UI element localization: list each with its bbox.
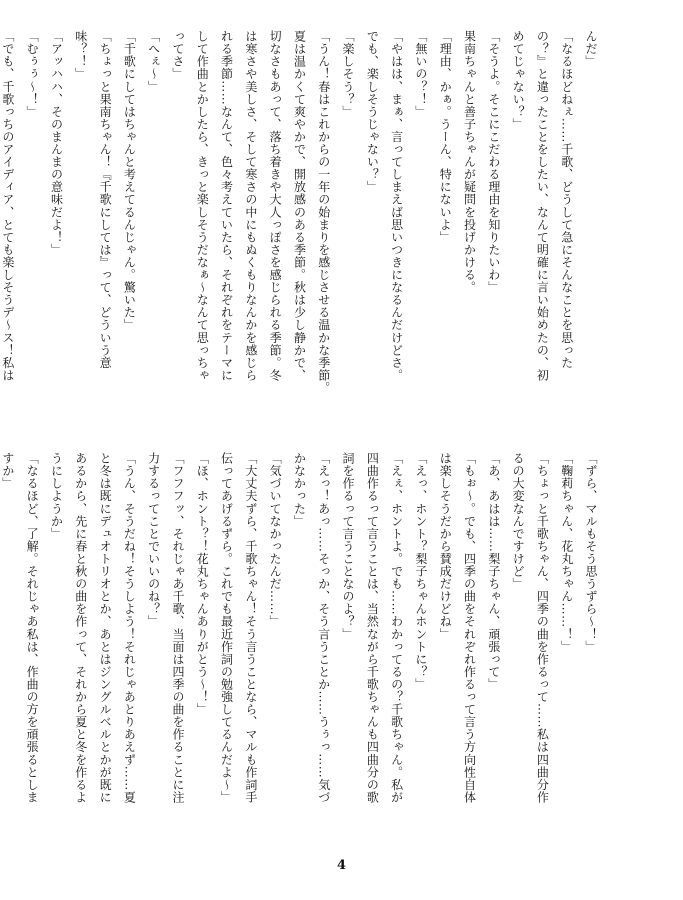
text-line: 果南ちゃんと善子ちゃんが疑問を投げかける。	[462, 30, 477, 294]
text-line: かなかった」	[292, 452, 307, 528]
text-line: 「うん！春はこれからの一年の始まりを感じさせる温かな季節。	[316, 30, 331, 394]
text-line: と冬は既にデュオトリオとか、あとはジングルベルとかが既に	[98, 452, 113, 804]
text-line: 「大丈夫ずら、千歌ちゃん！そう言うことなら、マルも作詞手	[243, 452, 258, 804]
text-block-bottom	[0, 452, 603, 846]
text-line: 「楽しそう？」	[341, 30, 356, 118]
text-line: 「あ、あはは……梨子ちゃん、頑張って」	[486, 452, 501, 691]
text-line: でも、楽しそうじゃない？」	[365, 30, 380, 194]
text-line: 「ずら、マルもそう思うずら〜！」	[584, 452, 598, 653]
text-line: 「千歌にしてはちゃんと考えてるんじゃん。驚いた」	[122, 30, 137, 332]
text-line: の？』と違ったことをしたい、なんて明確に言い始めたの、初	[535, 30, 550, 382]
text-line: 「なるほどねぇ……千歌、どうして急にそんなことを思った	[559, 30, 574, 369]
text-line: 切なさもあって、落ち着きや大人っぽさを感じられる季節。冬	[268, 30, 283, 382]
text-line: あるから、先に春と秋の曲を作って、それから夏と冬を作るよ	[73, 452, 88, 804]
text-line: 「えぇ、ホントよ。でも……わかってるの？千歌ちゃん。私が	[389, 452, 404, 804]
text-line: 「ちょっと果南ちゃん！『千歌にしては』って、どういう意	[98, 30, 113, 369]
text-line: 「やはは、まぁ、言ってしまえば思いつきになるんだけどさ。	[389, 30, 404, 382]
text-line: 「えっ！あっ……そっか、そう言うことか……うぅっ……気づ	[316, 452, 331, 804]
text-line: るの大変なんですけど」	[511, 452, 526, 591]
text-line: 「そうよ。そこにこだわる理由を知りたいわ」	[486, 30, 501, 294]
text-line: して作曲とかしたら、きっと楽しそうだなぁ〜なんて思っちゃ	[195, 30, 210, 382]
text-block-top	[0, 30, 603, 424]
text-line: 力するってことでいいのね？」	[146, 452, 161, 628]
text-line: 味？！」	[73, 30, 88, 81]
text-line: れる季節……なんて、色々考えていたら、それぞれをテーマに	[219, 30, 234, 382]
text-line: 「ほ、ホント？！花丸ちゃんありがとう〜！」	[195, 452, 210, 716]
text-line: んだ」	[584, 30, 598, 68]
text-line: 詞を作るって言うことなのよ？」	[341, 452, 356, 641]
text-line: うにしようか」	[49, 452, 64, 540]
page-number: 4	[336, 858, 347, 873]
text-line: 「うん、そうだね！そうしよう！それじゃあとりあえず……夏	[122, 452, 137, 804]
text-line: ってさ」	[170, 30, 185, 81]
text-line: 「もぉ〜。でも、四季の曲をそれぞれ作るって言う方向性自体	[462, 452, 477, 804]
text-line: 「フフフッ、それじゃあ千歌、当面は四季の曲を作ることに注	[170, 452, 185, 804]
text-line: 「なるほど、了解。それじゃあ私は、作曲の方を頑張るとしま	[25, 452, 40, 804]
text-line: 「鞠莉ちゃん、花丸ちゃん……！」	[559, 452, 574, 653]
text-line: 四曲作るって言うことは、当然ながら千歌ちゃんも四曲分の歌	[365, 452, 380, 804]
text-line: めてじゃない？」	[511, 30, 526, 131]
text-line: 「理由、かぁ。うーん、特にないよ」	[438, 30, 453, 244]
text-line: 「アッハハ、そのまんまの意味だよ！」	[49, 30, 64, 256]
text-line: すか」	[0, 452, 15, 490]
text-line: は寒さや美しさ、そして寒さの中にもぬくもりなんかを感じら	[243, 30, 258, 382]
text-line: 「でも、千歌っちのアイディア、とても楽しそうデ〜ス！私は	[0, 30, 15, 382]
text-line: 「気づいてなかったんだ……」	[268, 452, 283, 628]
text-line: 「ちょっと千歌ちゃん、四季の曲を作るって……私は四曲分作	[535, 452, 550, 804]
text-line: 夏は温かくて爽やかで、開放感のある季節。秋は少し静かで、	[292, 30, 307, 382]
text-line: 「むぅぅ〜！」	[25, 30, 40, 118]
text-line: 伝ってあげるずら。これでも最近作詞の勉強してるんだよ〜」	[219, 452, 234, 804]
text-line: 「無いの？！」	[413, 30, 428, 118]
text-line: は楽しそうだから賛成だけどね」	[438, 452, 453, 641]
text-line: 「へぇ〜」	[146, 30, 161, 93]
text-line: 「えっ、ホント？梨子ちゃんホントに？」	[413, 452, 428, 691]
